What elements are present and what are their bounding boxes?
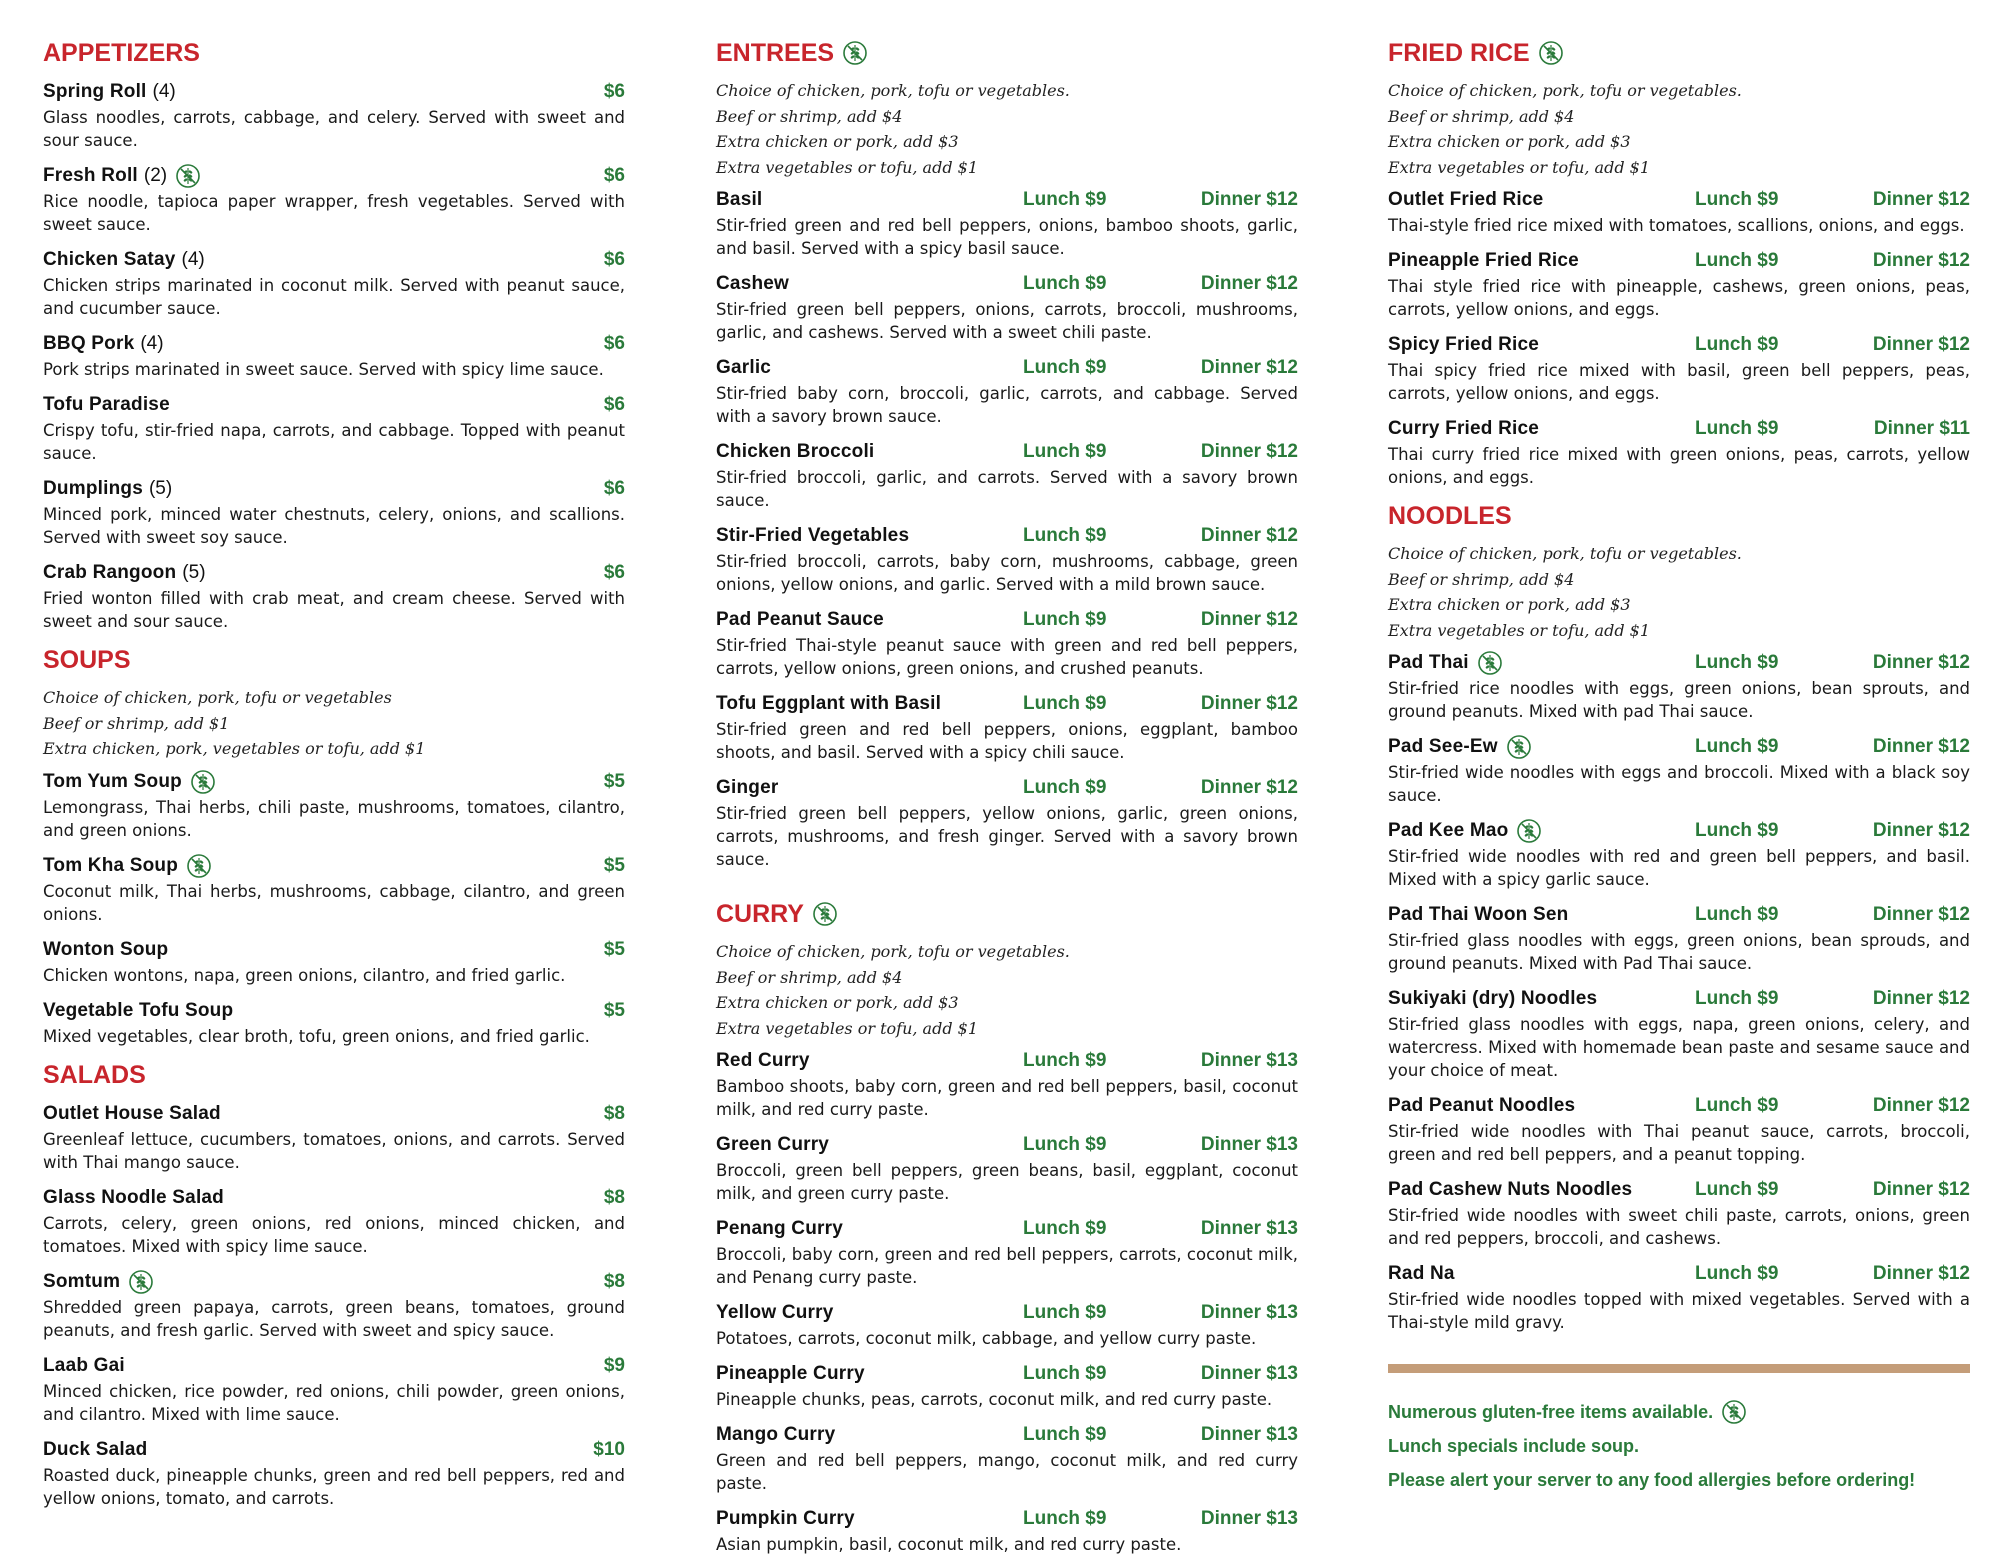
menu-item xyxy=(43,1352,625,1426)
item-description: Stir-fried wide noodles topped with mixed vegetables. Served with a Thai-style mild gravy. xyxy=(1388,1290,1970,1332)
note-line: Choice of chicken, pork, tofu or vegetables. xyxy=(1388,81,1742,100)
dinner-price: Dinner $13 xyxy=(1200,1134,1298,1155)
menu-item xyxy=(1388,649,1970,723)
menu-item xyxy=(43,162,625,236)
menu-item xyxy=(43,1184,625,1258)
footer-note xyxy=(1388,1395,1970,1429)
item-price: $5 xyxy=(603,770,625,792)
menu-item xyxy=(716,522,1298,596)
item-name: Tofu Eggplant with Basil xyxy=(716,693,942,714)
menu-item xyxy=(1388,817,1970,891)
allergy-note: Please alert your server to any food allergies before ordering! xyxy=(1388,1470,1916,1490)
item-qty: (4) xyxy=(152,81,176,102)
footer-note xyxy=(1388,1429,1970,1463)
item-price: $8 xyxy=(603,1186,625,1208)
item-description: Roasted duck, pineapple chunks, green and red bell peppers, red and yellow onions, tomato, and carrots. xyxy=(43,1465,625,1508)
dinner-price: Dinner $12 xyxy=(1872,250,1970,271)
note-line: Choice of chicken, pork, tofu or vegetables xyxy=(43,688,392,707)
lunch-price: Lunch $9 xyxy=(1695,652,1779,673)
item-description: Coconut milk, Thai herbs, mushrooms, cabbage, cilantro, and green onions. xyxy=(43,881,625,924)
dinner-price: Dinner $12 xyxy=(1872,334,1970,355)
item-description: Stir-fried green bell peppers, onions, carrots, broccoli, mushrooms, garlic, and cashews. Served with a sweet chili paste. xyxy=(716,300,1298,342)
item-name: Sukiyaki (dry) Noodles xyxy=(1388,988,1598,1009)
menu-item xyxy=(43,559,625,633)
footer-note xyxy=(1388,1463,1970,1497)
item-description: Stir-fried baby corn, broccoli, garlic, carrots, and cabbage. Served with a savory brown sauce. xyxy=(716,384,1298,426)
soups-section xyxy=(43,643,625,1048)
menu-item xyxy=(1388,247,1970,321)
menu-item xyxy=(1388,985,1970,1082)
item-description: Stir-fried green and red bell peppers, onions, eggplant, bamboo shoots, and basil. Served with a spicy chili sauce. xyxy=(716,720,1298,762)
item-description: Rice noodle, tapioca paper wrapper, fresh vegetables. Served with sweet sauce. xyxy=(43,192,625,234)
item-qty: (4) xyxy=(140,333,164,354)
dinner-price: Dinner $12 xyxy=(1200,441,1298,462)
menu-item xyxy=(1388,186,1970,237)
lunch-price: Lunch $9 xyxy=(1023,777,1107,798)
gluten-free-icon xyxy=(186,853,212,879)
menu-item xyxy=(716,1215,1298,1289)
item-description: Thai style fried rice with pineapple, cashews, green onions, peas, carrots, yellow onions, and eggs. xyxy=(1388,277,1970,319)
dinner-price: Dinner $11 xyxy=(1873,418,1970,439)
dinner-price: Dinner $12 xyxy=(1872,820,1970,841)
menu-item xyxy=(716,186,1298,260)
item-description: Stir-fried glass noodles with eggs, green onions, bean sprouds, and ground peanuts. Mixed with Pad Thai sauce. xyxy=(1388,931,1970,973)
item-name: Cashew xyxy=(716,273,790,294)
note-line: Choice of chicken, pork, tofu or vegetables. xyxy=(1388,544,1742,563)
dinner-price: Dinner $12 xyxy=(1872,1095,1970,1116)
note-line: Extra chicken or pork, add $3 xyxy=(716,993,959,1012)
dinner-price: Dinner $12 xyxy=(1872,652,1970,673)
dinner-price: Dinner $12 xyxy=(1872,1263,1970,1284)
item-name: Glass Noodle Salad xyxy=(43,1186,224,1208)
lunch-specials-note: Lunch specials include soup. xyxy=(1388,1436,1640,1456)
menu-item xyxy=(1388,1176,1970,1250)
note-line: Extra vegetables or tofu, add $1 xyxy=(716,1018,979,1038)
gluten-free-icon xyxy=(1538,40,1564,66)
item-name: Pumpkin Curry xyxy=(716,1508,855,1529)
note-line: Extra chicken, pork, vegetables or tofu, add $1 xyxy=(43,739,426,758)
menu-item xyxy=(716,1131,1298,1205)
dinner-price: Dinner $12 xyxy=(1872,904,1970,925)
item-description: Stir-fried wide noodles with red and green bell peppers, and basil. Mixed with a spicy garlic sauce. xyxy=(1388,847,1970,889)
item-description: Greenleaf lettuce, cucumbers, tomatoes, onions, and carrots. Served with Thai mango sauce. xyxy=(43,1129,625,1172)
gluten-free-icon xyxy=(842,40,868,66)
menu-item xyxy=(716,606,1298,680)
item-name: Tofu Paradise xyxy=(43,394,170,415)
lunch-price: Lunch $9 xyxy=(1695,1095,1779,1116)
item-price: $6 xyxy=(603,81,625,102)
item-description: Chicken wontons, napa, green onions, cilantro, and fried garlic. xyxy=(43,965,566,985)
entrees-section xyxy=(716,36,1298,871)
menu-item xyxy=(43,1436,625,1510)
item-price: $6 xyxy=(603,562,625,583)
item-description: Minced pork, minced water chestnuts, celery, onions, and scallions. Served with sweet soy sauce. xyxy=(43,505,625,547)
dinner-price: Dinner $12 xyxy=(1200,609,1298,630)
section-title-text: CURRY xyxy=(716,900,804,928)
item-name: Duck Salad xyxy=(43,1438,148,1460)
item-description: Thai-style fried rice mixed with tomatoes, scallions, onions, and eggs. xyxy=(1388,216,1965,235)
item-description: Carrots, celery, green onions, red onions, minced chicken, and tomatoes. Mixed with spicy lime sauce. xyxy=(43,1213,625,1256)
item-name: Garlic xyxy=(716,357,772,378)
fried-rice-section xyxy=(1388,36,1970,489)
menu-item xyxy=(716,354,1298,428)
note-line: Choice of chicken, pork, tofu or vegetables. xyxy=(716,942,1070,961)
item-description: Green and red bell peppers, mango, coconut milk, and red curry paste. xyxy=(716,1451,1298,1493)
item-name: Wonton Soup xyxy=(43,938,169,960)
item-price: $8 xyxy=(603,1102,625,1124)
item-description: Stir-fried green bell peppers, yellow onions, garlic, green onions, carrots, mushrooms, and fresh ginger. Served with a savory brown sauce. xyxy=(716,804,1298,869)
note-line: Extra vegetables or tofu, add $1 xyxy=(1388,157,1651,177)
dinner-price: Dinner $12 xyxy=(1200,189,1298,210)
lunch-price: Lunch $9 xyxy=(1023,609,1107,630)
item-description: Asian pumpkin, basil, coconut milk, and red curry paste. xyxy=(716,1535,1182,1554)
menu-item xyxy=(716,1047,1298,1121)
note-line: Choice of chicken, pork, tofu or vegetables. xyxy=(716,81,1070,100)
item-name: Yellow Curry xyxy=(716,1302,834,1323)
item-description: Mixed vegetables, clear broth, tofu, green onions, and fried garlic. xyxy=(43,1026,590,1046)
item-name: BBQ Pork xyxy=(43,333,135,354)
dinner-price: Dinner $12 xyxy=(1872,736,1970,757)
menu-item xyxy=(1388,1092,1970,1166)
item-description: Stir-fried green and red bell peppers, onions, bamboo shoots, garlic, and basil. Served with a spicy basil sauce. xyxy=(716,216,1298,258)
item-description: Stir-fried wide noodles with sweet chili paste, carrots, onions, green and red peppers, broccoli, and cashews. xyxy=(1388,1206,1970,1248)
note-line: Extra chicken or pork, add $3 xyxy=(1388,595,1631,614)
note-line: Beef or shrimp, add $4 xyxy=(1388,569,1575,589)
dinner-price: Dinner $12 xyxy=(1872,988,1970,1009)
item-name: Fresh Roll xyxy=(43,165,138,186)
item-price: $10 xyxy=(593,1438,625,1460)
section-title xyxy=(716,897,1298,931)
gluten-free-note: Numerous gluten-free items available. xyxy=(1388,1402,1714,1422)
item-name: Pad Peanut Noodles xyxy=(1388,1095,1576,1116)
gluten-free-icon xyxy=(1721,1399,1747,1425)
lunch-price: Lunch $9 xyxy=(1023,525,1107,546)
item-qty: (5) xyxy=(148,478,173,499)
note-line: Extra vegetables or tofu, add $1 xyxy=(716,157,979,177)
menu-item xyxy=(43,768,625,842)
item-name: Pad Cashew Nuts Noodles xyxy=(1388,1179,1633,1200)
item-name: Pad Kee Mao xyxy=(1388,820,1509,841)
item-name: Stir-Fried Vegetables xyxy=(716,525,910,546)
lunch-price: Lunch $9 xyxy=(1695,418,1779,439)
menu-item xyxy=(716,1360,1298,1411)
menu-item xyxy=(43,330,625,381)
gluten-free-icon xyxy=(128,1269,154,1295)
menu-item xyxy=(1388,331,1970,405)
item-name: Crab Rangoon xyxy=(43,562,177,583)
lunch-price: Lunch $9 xyxy=(1023,441,1107,462)
item-description: Stir-fried glass noodles with eggs, napa, green onions, celery, and watercress. Mixed with homemade bean paste and sesame sauce and your choice of meat. xyxy=(1388,1015,1970,1080)
menu-item xyxy=(716,1421,1298,1495)
lunch-price: Lunch $9 xyxy=(1023,1134,1107,1155)
note-line: Beef or shrimp, add $4 xyxy=(1388,106,1575,126)
lunch-price: Lunch $9 xyxy=(1695,988,1779,1009)
appetizers-section xyxy=(43,36,625,633)
lunch-price: Lunch $9 xyxy=(1023,1050,1107,1071)
menu-item xyxy=(716,690,1298,764)
dinner-price: Dinner $13 xyxy=(1200,1218,1298,1239)
menu-item xyxy=(716,1299,1298,1350)
item-name: Ginger xyxy=(716,777,779,798)
salads-section xyxy=(43,1058,625,1510)
lunch-price: Lunch $9 xyxy=(1023,357,1107,378)
lunch-price: Lunch $9 xyxy=(1695,1179,1779,1200)
note-line: Extra vegetables or tofu, add $1 xyxy=(1388,620,1651,640)
footer-divider xyxy=(1388,1364,1970,1373)
item-name: Pad Thai Woon Sen xyxy=(1388,904,1569,925)
menu-column-middle xyxy=(716,36,1298,1566)
item-description: Crispy tofu, stir-fried napa, carrots, and cabbage. Topped with peanut sauce. xyxy=(43,421,625,463)
item-description: Stir-fried wide noodles with eggs and broccoli. Mixed with a black soy sauce. xyxy=(1388,763,1970,805)
section-title: SALADS xyxy=(43,1060,146,1089)
item-price: $5 xyxy=(603,854,625,876)
item-description: Pork strips marinated in sweet sauce. Served with spicy lime sauce. xyxy=(43,360,604,379)
item-description: Shredded green papaya, carrots, green beans, tomatoes, ground peanuts, and fresh garlic. Served with sweet and spicy sauce. xyxy=(43,1297,625,1340)
item-name: Dumplings xyxy=(43,478,143,499)
menu-column-right xyxy=(1388,36,1970,1497)
item-price: $8 xyxy=(603,1270,625,1292)
item-price: $6 xyxy=(603,394,625,415)
item-name: Curry Fried Rice xyxy=(1388,418,1540,439)
item-description: Broccoli, green bell peppers, green beans, basil, eggplant, coconut milk, and green curry paste. xyxy=(716,1161,1298,1203)
item-name: Outlet Fried Rice xyxy=(1388,189,1544,210)
menu-item xyxy=(716,1505,1298,1556)
menu-item xyxy=(1388,1260,1970,1334)
item-description: Stir-fried wide noodles with Thai peanut sauce, carrots, broccoli, green and red bell peppers, and a peanut topping. xyxy=(1388,1122,1970,1164)
item-name: Pad Thai xyxy=(1388,652,1469,673)
item-description: Stir-fried broccoli, garlic, and carrots. Served with a savory brown sauce. xyxy=(716,468,1298,510)
curry-section xyxy=(716,897,1298,1556)
item-description: Thai spicy fried rice mixed with basil, green bell peppers, peas, carrots, yellow onions, and eggs. xyxy=(1388,361,1970,403)
item-price: $5 xyxy=(603,938,625,960)
item-description: Glass noodles, carrots, cabbage, and celery. Served with sweet and sour sauce. xyxy=(43,108,625,150)
menu-item xyxy=(43,391,625,465)
item-price: $9 xyxy=(603,1354,625,1376)
gluten-free-icon xyxy=(175,163,201,189)
gluten-free-icon xyxy=(812,901,838,927)
item-qty: (5) xyxy=(182,562,206,583)
section-title xyxy=(1388,36,1970,70)
lunch-price: Lunch $9 xyxy=(1023,1424,1107,1445)
menu-item xyxy=(43,78,625,152)
section-notes xyxy=(1388,541,1970,643)
item-name: Outlet House Salad xyxy=(43,1102,221,1124)
dinner-price: Dinner $13 xyxy=(1200,1508,1298,1529)
item-qty: (4) xyxy=(181,249,205,270)
item-price: $6 xyxy=(603,478,625,499)
section-notes xyxy=(716,78,1298,180)
lunch-price: Lunch $9 xyxy=(1695,820,1779,841)
item-price: $6 xyxy=(603,333,625,354)
item-price: $6 xyxy=(603,249,625,270)
section-title: SOUPS xyxy=(43,646,131,674)
item-name: Vegetable Tofu Soup xyxy=(43,999,234,1021)
menu-item xyxy=(43,936,625,987)
menu-item xyxy=(1388,415,1970,489)
section-title-text: FRIED RICE xyxy=(1388,39,1530,67)
dinner-price: Dinner $12 xyxy=(1200,525,1298,546)
lunch-price: Lunch $9 xyxy=(1023,1218,1107,1239)
section-notes xyxy=(43,685,625,762)
item-description: Stir-fried rice noodles with eggs, green onions, bean sprouts, and ground peanuts. Mixed with pad Thai sauce. xyxy=(1388,679,1970,721)
item-name: Penang Curry xyxy=(716,1218,843,1239)
gluten-free-icon xyxy=(1506,734,1532,760)
item-description: Broccoli, baby corn, green and red bell peppers, carrots, coconut milk, and Penang curry paste. xyxy=(716,1245,1298,1287)
item-description: Bamboo shoots, baby corn, green and red bell peppers, basil, coconut milk, and red curry paste. xyxy=(716,1077,1298,1119)
note-line: Beef or shrimp, add $1 xyxy=(43,713,230,733)
dinner-price: Dinner $12 xyxy=(1200,777,1298,798)
note-line: Beef or shrimp, add $4 xyxy=(716,967,903,987)
item-name: Laab Gai xyxy=(43,1354,125,1376)
menu-item xyxy=(716,774,1298,871)
item-name: Rad Na xyxy=(1388,1263,1455,1284)
dinner-price: Dinner $13 xyxy=(1200,1363,1298,1384)
noodles-section xyxy=(1388,499,1970,1334)
section-notes xyxy=(716,939,1298,1041)
lunch-price: Lunch $9 xyxy=(1023,693,1107,714)
section-title: APPETIZERS xyxy=(43,39,200,67)
menu-item xyxy=(716,270,1298,344)
menu-item xyxy=(43,852,625,926)
section-title xyxy=(716,36,1298,70)
menu-item xyxy=(43,1100,625,1174)
gluten-free-icon xyxy=(190,769,216,795)
dinner-price: Dinner $12 xyxy=(1200,273,1298,294)
item-name: Basil xyxy=(716,189,763,210)
item-name: Green Curry xyxy=(716,1134,830,1155)
menu-column-left xyxy=(43,36,625,1520)
lunch-price: Lunch $9 xyxy=(1695,334,1779,355)
item-name: Pad Peanut Sauce xyxy=(716,609,884,630)
menu-item xyxy=(43,246,625,320)
section-title: NOODLES xyxy=(1388,502,1512,530)
lunch-price: Lunch $9 xyxy=(1023,273,1107,294)
dinner-price: Dinner $12 xyxy=(1872,189,1970,210)
item-name: Spring Roll xyxy=(43,81,147,102)
item-name: Chicken Satay xyxy=(43,249,176,270)
item-name: Pad See-Ew xyxy=(1388,736,1498,757)
lunch-price: Lunch $9 xyxy=(1695,189,1779,210)
gluten-free-icon xyxy=(1477,650,1503,676)
menu-item xyxy=(43,475,625,549)
dinner-price: Dinner $13 xyxy=(1200,1050,1298,1071)
item-name: Pineapple Curry xyxy=(716,1363,865,1384)
gluten-free-icon xyxy=(1516,818,1542,844)
item-description: Stir-fried broccoli, carrots, baby corn, mushrooms, cabbage, green onions, yellow onions, and garlic. Served with a mild brown sauce. xyxy=(716,552,1298,594)
lunch-price: Lunch $9 xyxy=(1023,1508,1107,1529)
menu-item xyxy=(43,997,625,1048)
item-name: Red Curry xyxy=(716,1050,810,1071)
lunch-price: Lunch $9 xyxy=(1023,1302,1107,1323)
item-name: Pineapple Fried Rice xyxy=(1388,250,1579,271)
item-name: Mango Curry xyxy=(716,1424,836,1445)
item-name: Spicy Fried Rice xyxy=(1388,334,1540,355)
lunch-price: Lunch $9 xyxy=(1695,904,1779,925)
item-price: $5 xyxy=(603,999,625,1021)
lunch-price: Lunch $9 xyxy=(1023,1363,1107,1384)
dinner-price: Dinner $12 xyxy=(1200,693,1298,714)
lunch-price: Lunch $9 xyxy=(1695,1263,1779,1284)
item-description: Thai curry fried rice mixed with green onions, peas, carrots, yellow onions, and eggs. xyxy=(1388,445,1970,487)
section-notes xyxy=(1388,78,1970,180)
note-line: Extra chicken or pork, add $3 xyxy=(716,132,959,151)
item-description: Stir-fried Thai-style peanut sauce with green and red bell peppers, carrots, yellow onions, green onions, and crushed peanuts. xyxy=(716,636,1298,678)
lunch-price: Lunch $9 xyxy=(1695,250,1779,271)
item-name: Tom Yum Soup xyxy=(43,770,182,792)
lunch-price: Lunch $9 xyxy=(1695,736,1779,757)
item-name: Tom Kha Soup xyxy=(43,854,179,876)
item-description: Pineapple chunks, peas, carrots, coconut milk, and red curry paste. xyxy=(716,1390,1273,1409)
item-description: Lemongrass, Thai herbs, chili paste, mushrooms, tomatoes, cilantro, and green onions. xyxy=(43,797,625,840)
dinner-price: Dinner $13 xyxy=(1200,1424,1298,1445)
dinner-price: Dinner $12 xyxy=(1872,1179,1970,1200)
lunch-price: Lunch $9 xyxy=(1023,189,1107,210)
menu-item xyxy=(1388,901,1970,975)
item-name: Somtum xyxy=(43,1270,121,1292)
item-description: Potatoes, carrots, coconut milk, cabbage, and yellow curry paste. xyxy=(716,1329,1257,1348)
item-name: Chicken Broccoli xyxy=(716,441,875,462)
dinner-price: Dinner $12 xyxy=(1200,357,1298,378)
note-line: Extra chicken or pork, add $3 xyxy=(1388,132,1631,151)
note-line: Beef or shrimp, add $4 xyxy=(716,106,903,126)
menu-item xyxy=(1388,733,1970,807)
menu-item xyxy=(43,1268,625,1342)
item-description: Chicken strips marinated in coconut milk. Served with peanut sauce, and cucumber sauce. xyxy=(43,276,625,318)
section-title-text: ENTREES xyxy=(716,39,835,67)
menu-item xyxy=(716,438,1298,512)
dinner-price: Dinner $13 xyxy=(1200,1302,1298,1323)
item-description: Fried wonton filled with crab meat, and cream cheese. Served with sweet and sour sauce. xyxy=(43,589,625,631)
item-qty: (2) xyxy=(143,165,168,186)
item-price: $6 xyxy=(603,165,625,186)
item-description: Minced chicken, rice powder, red onions, chili powder, green onions, and cilantro. Mixed with lime sauce. xyxy=(43,1381,625,1424)
